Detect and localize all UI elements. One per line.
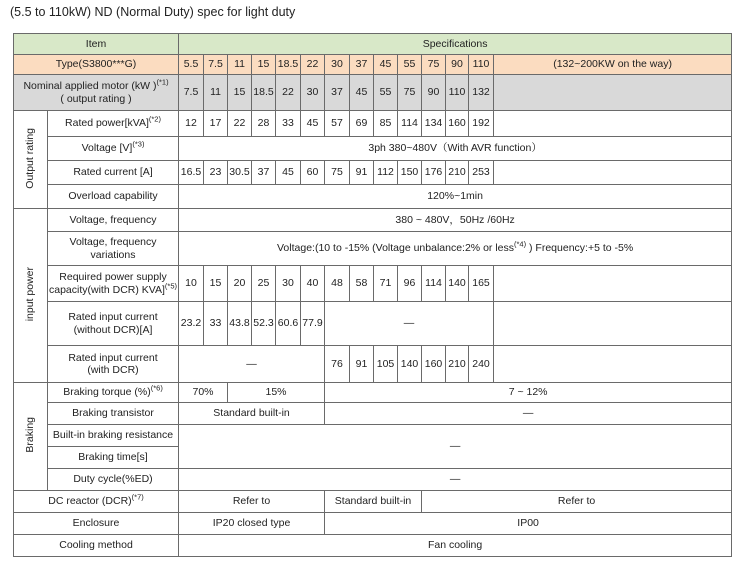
input-without-dcr-value: 33 bbox=[204, 302, 228, 346]
required-capacity-value: 71 bbox=[374, 266, 398, 302]
rated-power-value: 17 bbox=[204, 111, 228, 137]
overload-label: Overload capability bbox=[48, 185, 179, 209]
braking-torque-v2: 15% bbox=[228, 383, 325, 403]
input-with-dcr-value: 91 bbox=[350, 346, 374, 383]
rated-power-value: 85 bbox=[374, 111, 398, 137]
motor-value: 55 bbox=[374, 75, 398, 111]
type-value: 30 bbox=[325, 55, 350, 75]
input-without-dcr-row bbox=[14, 302, 732, 346]
type-value: 7.5 bbox=[204, 55, 228, 75]
cooling-row bbox=[14, 535, 732, 557]
voltage-value: 3ph 380~480V（With AVR function） bbox=[179, 137, 732, 161]
enclosure-label: Enclosure bbox=[14, 513, 179, 535]
overload-row bbox=[14, 185, 732, 209]
rated-current-value: 23 bbox=[204, 161, 228, 185]
rated-current-value: 75 bbox=[325, 161, 350, 185]
rated-power-value: 69 bbox=[350, 111, 374, 137]
motor-empty bbox=[494, 75, 732, 111]
rated-power-value: 12 bbox=[179, 111, 204, 137]
variations-label: Voltage, frequency variations bbox=[48, 232, 179, 266]
voltage-row bbox=[14, 137, 732, 161]
rated-current-label: Rated current [A] bbox=[48, 161, 179, 185]
type-value: 11 bbox=[228, 55, 252, 75]
input-with-dcr-value: 240 bbox=[469, 346, 494, 383]
cooling-label: Cooling method bbox=[14, 535, 179, 557]
rated-current-value: 60 bbox=[301, 161, 325, 185]
braking-torque-v3: 7 ~ 12% bbox=[325, 383, 732, 403]
required-capacity-value: 20 bbox=[228, 266, 252, 302]
input-with-dcr-row bbox=[14, 346, 732, 383]
input-without-dcr-label: Rated input current (without DCR)[A] bbox=[48, 302, 179, 346]
input-with-dcr-first: — bbox=[179, 346, 325, 383]
motor-value: 30 bbox=[301, 75, 325, 111]
rated-power-value: 57 bbox=[325, 111, 350, 137]
required-capacity-value: 30 bbox=[276, 266, 301, 302]
required-capacity-value: 25 bbox=[252, 266, 276, 302]
type-row bbox=[14, 55, 732, 75]
spec-table bbox=[13, 33, 732, 557]
rated-current-value: 253 bbox=[469, 161, 494, 185]
duty-cycle-value: — bbox=[179, 469, 732, 491]
motor-value: 75 bbox=[398, 75, 422, 111]
input-without-dcr-rest: — bbox=[325, 302, 494, 346]
input-without-dcr-empty bbox=[494, 302, 732, 346]
required-capacity-value: 48 bbox=[325, 266, 350, 302]
rated-current-value: 37 bbox=[252, 161, 276, 185]
motor-value: 22 bbox=[276, 75, 301, 111]
type-value: 55 bbox=[398, 55, 422, 75]
rated-power-row bbox=[14, 111, 732, 137]
braking-transistor-v2: — bbox=[325, 403, 732, 425]
rated-power-value: 45 bbox=[301, 111, 325, 137]
input-without-dcr-value: 23.2 bbox=[179, 302, 204, 346]
dc-reactor-row bbox=[14, 491, 732, 513]
input-without-dcr-value: 77.9 bbox=[301, 302, 325, 346]
type-value: 22 bbox=[301, 55, 325, 75]
required-capacity-row bbox=[14, 266, 732, 302]
type-value: 18.5 bbox=[276, 55, 301, 75]
required-capacity-value: 40 bbox=[301, 266, 325, 302]
type-value: 15 bbox=[252, 55, 276, 75]
enclosure-v2: IP00 bbox=[325, 513, 732, 535]
motor-row bbox=[14, 75, 732, 111]
rated-current-value: 112 bbox=[374, 161, 398, 185]
rated-current-value: 176 bbox=[422, 161, 446, 185]
rated-current-value: 91 bbox=[350, 161, 374, 185]
braking-group: Braking bbox=[14, 383, 48, 491]
input-voltage-frequency-row bbox=[14, 209, 732, 232]
input-without-dcr-value: 43.8 bbox=[228, 302, 252, 346]
motor-value: 110 bbox=[446, 75, 469, 111]
input-power-group: input power bbox=[14, 209, 48, 383]
motor-value: 7.5 bbox=[179, 75, 204, 111]
required-capacity-value: 10 bbox=[179, 266, 204, 302]
cooling-value: Fan cooling bbox=[179, 535, 732, 557]
output-rating-group: Output rating bbox=[14, 111, 48, 209]
voltage-label: Voltage $[V]^{(*3)}$ bbox=[48, 137, 179, 161]
motor-value: 37 bbox=[325, 75, 350, 111]
overload-value: 120%~1min bbox=[179, 185, 732, 209]
input-with-dcr-label: Rated input current (with DCR) bbox=[48, 346, 179, 383]
rated-power-value: 160 bbox=[446, 111, 469, 137]
input-voltage-frequency-label: Voltage, frequency bbox=[48, 209, 179, 232]
braking-resistance-row bbox=[14, 425, 732, 447]
input-with-dcr-value: 160 bbox=[422, 346, 446, 383]
type-value: 90 bbox=[446, 55, 469, 75]
type-label: Type(S3800***G) bbox=[14, 55, 179, 75]
braking-transistor-label: Braking transistor bbox=[48, 403, 179, 425]
required-capacity-value: 114 bbox=[422, 266, 446, 302]
rated-current-empty bbox=[494, 161, 732, 185]
duty-cycle-label: Duty cycle(%ED) bbox=[48, 469, 179, 491]
variations-value: Voltage:(10 to -15% (Voltage unbalance:2% or less$^{(*4)}$ ) Frequency:+5 to -5% bbox=[179, 232, 732, 266]
enclosure-v1: IP20 closed type bbox=[179, 513, 325, 535]
motor-label: Nominal applied motor (kW )$^{(*1)}$ ( output rating ) bbox=[14, 75, 179, 111]
input-with-dcr-value: 76 bbox=[325, 346, 350, 383]
rated-current-value: 30.5 bbox=[228, 161, 252, 185]
rated-current-value: 150 bbox=[398, 161, 422, 185]
required-capacity-value: 15 bbox=[204, 266, 228, 302]
rated-current-row bbox=[14, 161, 732, 185]
input-without-dcr-value: 52.3 bbox=[252, 302, 276, 346]
input-with-dcr-value: 140 bbox=[398, 346, 422, 383]
type-value: 45 bbox=[374, 55, 398, 75]
input-with-dcr-value: 210 bbox=[446, 346, 469, 383]
rated-power-value: 114 bbox=[398, 111, 422, 137]
dc-reactor-v2: Standard built-in bbox=[325, 491, 422, 513]
motor-value: 15 bbox=[228, 75, 252, 111]
rated-current-value: 210 bbox=[446, 161, 469, 185]
required-capacity-value: 165 bbox=[469, 266, 494, 302]
rated-power-label: Rated power[kVA]$^{(*2)}$ bbox=[48, 111, 179, 137]
type-value: 37 bbox=[350, 55, 374, 75]
dc-reactor-v3: Refer to bbox=[422, 491, 732, 513]
type-value: 110 bbox=[469, 55, 494, 75]
duty-cycle-row bbox=[14, 469, 732, 491]
motor-value: 90 bbox=[422, 75, 446, 111]
rated-current-value: 16.5 bbox=[179, 161, 204, 185]
rated-power-empty bbox=[494, 111, 732, 137]
type-value: 75 bbox=[422, 55, 446, 75]
required-capacity-empty bbox=[494, 266, 732, 302]
rated-power-value: 134 bbox=[422, 111, 446, 137]
header-item: Item bbox=[14, 34, 179, 55]
type-value: 5.5 bbox=[179, 55, 204, 75]
motor-value: 18.5 bbox=[252, 75, 276, 111]
braking-torque-label: Braking torque (%)$^{(*6)}$ bbox=[48, 383, 179, 403]
page-title: (5.5 to 110kW) ND (Normal Duty) spec for light duty bbox=[10, 5, 296, 19]
required-capacity-value: 58 bbox=[350, 266, 374, 302]
braking-resistance-time-value: — bbox=[179, 425, 732, 469]
rated-power-value: 33 bbox=[276, 111, 301, 137]
braking-torque-row bbox=[14, 383, 732, 403]
braking-transistor-row bbox=[14, 403, 732, 425]
rated-power-value: 28 bbox=[252, 111, 276, 137]
input-voltage-frequency-value: 380 ~ 480V，50Hz /60Hz bbox=[179, 209, 732, 232]
motor-value: 11 bbox=[204, 75, 228, 111]
rated-current-value: 45 bbox=[276, 161, 301, 185]
type-note: (132~200KW on the way) bbox=[494, 55, 732, 75]
rated-power-value: 22 bbox=[228, 111, 252, 137]
required-capacity-value: 140 bbox=[446, 266, 469, 302]
enclosure-row bbox=[14, 513, 732, 535]
rated-power-value: 192 bbox=[469, 111, 494, 137]
required-capacity-label: Required power supply capacity(with DCR) KVA]$^{(*5)}$ bbox=[48, 266, 179, 302]
braking-torque-v1: 70% bbox=[179, 383, 228, 403]
braking-time-label: Braking time[s] bbox=[48, 447, 179, 469]
braking-resistance-label: Built-in braking resistance bbox=[48, 425, 179, 447]
input-without-dcr-value: 60.6 bbox=[276, 302, 301, 346]
input-with-dcr-value: 105 bbox=[374, 346, 398, 383]
required-capacity-value: 96 bbox=[398, 266, 422, 302]
motor-value: 132 bbox=[469, 75, 494, 111]
variations-row bbox=[14, 232, 732, 266]
dc-reactor-v1: Refer to bbox=[179, 491, 325, 513]
input-with-dcr-empty bbox=[494, 346, 732, 383]
dc-reactor-label: DC reactor (DCR)$^{(*7)}$ bbox=[14, 491, 179, 513]
braking-transistor-v1: Standard built-in bbox=[179, 403, 325, 425]
header-specifications: Specifications bbox=[179, 34, 732, 55]
motor-value: 45 bbox=[350, 75, 374, 111]
table-header-row bbox=[14, 34, 732, 55]
